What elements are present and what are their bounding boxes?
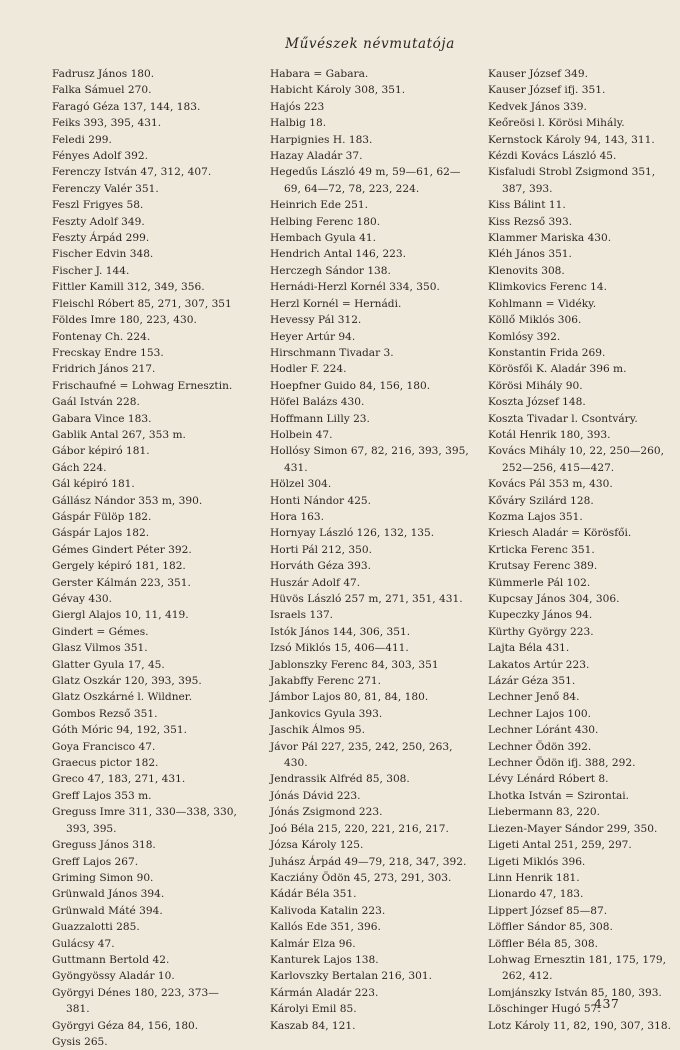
index-entry: Kacziány Ödön 45, 273, 291, 303. bbox=[270, 871, 452, 884]
index-entry: Hölzel 304. bbox=[270, 478, 332, 491]
index-entry: Gergely képiró 181, 182. bbox=[52, 560, 186, 573]
index-entry: Kármán Aladár 223. bbox=[270, 986, 379, 999]
index-entry: Frecskay Endre 153. bbox=[52, 346, 164, 359]
index-entry: Kallós Ede 351, 396. bbox=[270, 921, 381, 934]
index-entry: Kisfaludi Strobl Zsigmond 351, 387, 393. bbox=[488, 166, 656, 195]
index-entry: Lechner Ödön 392. bbox=[488, 740, 592, 753]
index-entry: Jávor Pál 227, 235, 242, 250, 263, 430. bbox=[270, 740, 453, 770]
index-entry: Istók János 144, 306, 351. bbox=[270, 625, 411, 638]
index-entry: Ligeti Antal 251, 259, 297. bbox=[488, 839, 632, 852]
index-entry: Löffler Béla 85, 308. bbox=[488, 937, 598, 950]
index-entry: Jaschik Álmos 95. bbox=[270, 724, 366, 737]
index-entry: Lhotka István = Szirontai. bbox=[488, 789, 630, 802]
index-entry: Lionardo 47, 183. bbox=[488, 888, 584, 901]
index-entry: Gál képiró 181. bbox=[52, 478, 135, 491]
index-entry: Gerster Kálmán 223, 351. bbox=[52, 576, 191, 589]
index-entry: Kovács Pál 353 m, 430. bbox=[488, 478, 613, 491]
index-entry: Keőreösi l. Körösi Mihály. bbox=[488, 117, 625, 130]
index-entry: Fadrusz János 180. bbox=[52, 68, 155, 80]
index-entry: Kőváry Szilárd 128. bbox=[488, 494, 594, 507]
index-entry: Kohlmann = Vidéky. bbox=[488, 297, 597, 310]
index-entry: Giergl Alajos 10, 11, 419. bbox=[52, 609, 189, 622]
index-entry: Gombos Rezső 351. bbox=[52, 707, 158, 720]
index-entry: Hora 163. bbox=[270, 510, 324, 523]
index-entry: Kádár Béla 351. bbox=[270, 888, 357, 901]
index-entry: Lomjánszky István 85, 180, 393. bbox=[488, 986, 662, 999]
index-entry: Hollósy Simon 67, 82, 216, 393, 395, 431. bbox=[270, 445, 469, 474]
index-entry: Gállász Nándor 353 m, 390. bbox=[52, 494, 203, 507]
index-entry: Hazay Aladár 37. bbox=[270, 150, 363, 163]
index-entry: Hoepfner Guido 84, 156, 180. bbox=[270, 379, 431, 392]
index-column-middle bbox=[270, 66, 470, 1034]
index-entry: Grünwald Máté 394. bbox=[52, 904, 163, 917]
page-number: 437 bbox=[594, 996, 620, 1011]
index-entry: Holbein 47. bbox=[270, 428, 333, 441]
index-entry: Köllő Miklós 306. bbox=[488, 314, 582, 327]
index-entry: Horváth Géza 393. bbox=[270, 560, 372, 573]
index-entry: Lechner Ödön ifj. 388, 292. bbox=[488, 757, 636, 770]
index-entry: Hodler F. 224. bbox=[270, 363, 347, 376]
index-entry: Karlovszky Bertalan 216, 301. bbox=[270, 970, 432, 983]
index-entry: Heyer Artúr 94. bbox=[270, 330, 356, 343]
index-entry: Lechner Lóránt 430. bbox=[488, 724, 599, 737]
index-entry: Körösi Mihály 90. bbox=[488, 379, 583, 392]
index-entry: Joó Béla 215, 220, 221, 216, 217. bbox=[270, 822, 449, 835]
index-entry: Kupcsay János 304, 306. bbox=[488, 593, 620, 605]
index-entry: Lechner Jenő 84. bbox=[488, 691, 580, 704]
index-entry: Kriesch Aladár = Körösfői. bbox=[488, 527, 632, 540]
index-entry: Klimkovics Ferenc 14. bbox=[488, 281, 607, 294]
index-entry: Hoffmann Lilly 23. bbox=[270, 412, 370, 425]
index-column-right bbox=[488, 66, 670, 1034]
index-entry: Gyöngyössy Aladár 10. bbox=[52, 970, 175, 983]
index-entry: Fényes Adolf 392. bbox=[52, 150, 148, 163]
index-entry: Guazzalotti 285. bbox=[52, 921, 140, 934]
index-column-left bbox=[52, 66, 238, 1050]
index-entry: Falka Sámuel 270. bbox=[52, 84, 152, 97]
index-entry: Gémes Gindert Péter 392. bbox=[52, 543, 192, 556]
index-entry: Kernstock Károly 94, 143, 311. bbox=[488, 133, 655, 146]
index-entry: Kiss Bálint 11. bbox=[488, 199, 566, 212]
index-entry: Gáspár Lajos 182. bbox=[52, 527, 150, 540]
index-entry: Höfel Balázs 430. bbox=[270, 396, 365, 409]
index-entry: Hajós 223 bbox=[270, 100, 325, 113]
index-entry: Feszty Árpád 299. bbox=[52, 232, 150, 245]
index-entry: Glatz Oszkárné l. Wildner. bbox=[52, 691, 193, 704]
index-entry: Kürthy György 223. bbox=[488, 625, 594, 638]
index-entry: Lakatos Artúr 223. bbox=[488, 658, 590, 671]
index-entry: Harpignies H. 183. bbox=[270, 133, 373, 146]
index-entry: Kiss Rezső 393. bbox=[488, 215, 573, 228]
index-entry: Körösfői K. Aladár 396 m. bbox=[488, 363, 627, 376]
index-entry: Greguss János 318. bbox=[52, 839, 156, 852]
index-entry: Lohwag Ernesztin 181, 175, 179, 262, 412. bbox=[488, 953, 667, 983]
index-entry: Földes Imre 180, 223, 430. bbox=[52, 314, 197, 327]
index-entry: Klenovits 308. bbox=[488, 264, 565, 277]
index-entry: Horti Pál 212, 350. bbox=[270, 543, 372, 556]
index-entry: Károlyi Emil 85. bbox=[270, 1003, 357, 1016]
index-entry: Fridrich János 217. bbox=[52, 363, 156, 376]
index-entry: Jónás Dávid 223. bbox=[270, 789, 361, 802]
index-entry: Krticka Ferenc 351. bbox=[488, 543, 595, 556]
index-entry: Koszta Tivadar l. Csontváry. bbox=[488, 412, 638, 425]
index-entry: Herzl Kornél = Hernádi. bbox=[270, 297, 402, 310]
page-header: Művészek névmutatója bbox=[285, 36, 455, 52]
index-entry: Graecus pictor 182. bbox=[52, 757, 159, 770]
index-entry: Honti Nándor 425. bbox=[270, 494, 372, 507]
index-entry: Hendrich Antal 146, 223. bbox=[270, 248, 407, 261]
index-entry: Kauser József ifj. 351. bbox=[488, 84, 606, 97]
index-entry: Kovács Mihály 10, 22, 250—260, 252—256, 415—427. bbox=[488, 445, 664, 474]
index-entry: Hegedűs László 49 m, 59—61, 62—69, 64—72, 78, 223, 224. bbox=[270, 166, 461, 195]
index-entry: Heinrich Ede 251. bbox=[270, 199, 369, 212]
index-entry: Jendrassik Alfréd 85, 308. bbox=[270, 773, 410, 786]
index-entry: Ferenczy István 47, 312, 407. bbox=[52, 166, 212, 179]
index-entry: Lévy Lénárd Róbert 8. bbox=[488, 773, 609, 786]
index-entry: Gách 224. bbox=[52, 461, 107, 474]
index-entry: Liebermann 83, 220. bbox=[488, 806, 600, 819]
index-entry: Góth Móric 94, 192, 351. bbox=[52, 724, 188, 737]
index-entry: Hembach Gyula 41. bbox=[270, 232, 376, 245]
index-entry: Juhász Árpád 49—79, 218, 347, 392. bbox=[270, 855, 467, 868]
index-entry: Györgyi Dénes 180, 223, 373—381. bbox=[52, 986, 219, 1016]
index-entry: Greguss Imre 311, 330—338, 330, 393, 395. bbox=[52, 806, 237, 835]
index-entry: Kupeczky János 94. bbox=[488, 609, 593, 622]
index-entry: Hüvös László 257 m, 271, 351, 431. bbox=[270, 593, 463, 605]
index-entry: Hirschmann Tivadar 3. bbox=[270, 346, 394, 359]
index-entry: Gindert = Gémes. bbox=[52, 625, 149, 638]
index-entry: Gáspár Fülöp 182. bbox=[52, 510, 152, 523]
index-entry: Kalivoda Katalin 223. bbox=[270, 904, 386, 917]
index-entry: Linn Henrik 181. bbox=[488, 871, 580, 884]
index-entry: Löffler Sándor 85, 308. bbox=[488, 921, 613, 934]
index-entry: Frischaufné = Lohwag Ernesztin. bbox=[52, 379, 233, 392]
index-entry: Lázár Géza 351. bbox=[488, 675, 576, 688]
index-entry: Huszár Adolf 47. bbox=[270, 576, 361, 589]
index-entry: Glatz Oszkár 120, 393, 395. bbox=[52, 675, 202, 688]
index-entry: Herczegh Sándor 138. bbox=[270, 264, 391, 277]
index-entry: Krutsay Ferenc 389. bbox=[488, 560, 598, 573]
index-entry: Feiks 393, 395, 431. bbox=[52, 117, 162, 130]
index-entry: Gévay 430. bbox=[52, 593, 112, 605]
index-entry: Gulácsy 47. bbox=[52, 937, 115, 950]
index-entry: Györgyi Géza 84, 156, 180. bbox=[52, 1019, 199, 1032]
index-entry: Kalmár Elza 96. bbox=[270, 937, 356, 950]
index-entry: Israels 137. bbox=[270, 609, 334, 622]
index-entry: Fontenay Ch. 224. bbox=[52, 330, 151, 343]
index-entry: Feledi 299. bbox=[52, 133, 112, 146]
index-entry: Liezen-Mayer Sándor 299, 350. bbox=[488, 822, 658, 835]
index-entry: Feszty Adolf 349. bbox=[52, 215, 145, 228]
index-entry: Fischer Edvin 348. bbox=[52, 248, 154, 261]
index-entry: Feszl Frigyes 58. bbox=[52, 199, 144, 212]
index-entry: Griming Simon 90. bbox=[52, 871, 154, 884]
index-entry: Jámbor Lajos 80, 81, 84, 180. bbox=[270, 691, 429, 704]
index-entry: Lippert József 85—87. bbox=[488, 904, 608, 917]
index-entry: Hevessy Pál 312. bbox=[270, 314, 362, 327]
index-entry: Habicht Károly 308, 351. bbox=[270, 84, 406, 97]
index-entry: Gaál István 228. bbox=[52, 396, 140, 409]
index-entry: Gabara Vince 183. bbox=[52, 412, 152, 425]
index-entry: Fischer J. 144. bbox=[52, 264, 130, 277]
index-entry: Józsa Károly 125. bbox=[270, 839, 364, 852]
index-entry: Kaszab 84, 121. bbox=[270, 1019, 356, 1032]
index-entry: Gysis 265. bbox=[52, 1035, 108, 1048]
index-entry: Ligeti Miklós 396. bbox=[488, 855, 586, 868]
index-entry: Faragó Géza 137, 144, 183. bbox=[52, 100, 201, 113]
index-entry: Lechner Lajos 100. bbox=[488, 707, 591, 720]
index-entry: Greff Lajos 267. bbox=[52, 855, 139, 868]
index-entry: Ferenczy Valér 351. bbox=[52, 182, 159, 195]
index-entry: Kedvek János 339. bbox=[488, 100, 587, 113]
index-entry: Fittler Kamill 312, 349, 356. bbox=[52, 281, 205, 294]
index-entry: Lajta Béla 431. bbox=[488, 642, 570, 655]
index-entry: Habara = Gabara. bbox=[270, 68, 369, 80]
index-entry: Kümmerle Pál 102. bbox=[488, 576, 591, 589]
index-entry: Jónás Zsigmond 223. bbox=[270, 806, 383, 819]
index-entry: Kotál Henrik 180, 393. bbox=[488, 428, 611, 441]
index-entry: Greco 47, 183, 271, 431. bbox=[52, 773, 186, 786]
index-entry: Konstantin Frida 269. bbox=[488, 346, 606, 359]
index-entry: Hernádi-Herzl Kornél 334, 350. bbox=[270, 281, 440, 294]
index-entry: Kézdi Kovács László 45. bbox=[488, 150, 617, 163]
index-entry: Kléh János 351. bbox=[488, 248, 572, 261]
index-entry: Glasz Vilmos 351. bbox=[52, 642, 148, 655]
index-entry: Lotz Károly 11, 82, 190, 307, 318. bbox=[488, 1019, 671, 1032]
index-entry: Halbig 18. bbox=[270, 117, 327, 130]
index-entry: Grünwald János 394. bbox=[52, 888, 165, 901]
index-entry: Izsó Miklós 15, 406—411. bbox=[270, 642, 409, 655]
index-entry: Fleischl Róbert 85, 271, 307, 351 bbox=[52, 297, 232, 310]
index-entry: Klammer Mariska 430. bbox=[488, 232, 612, 245]
index-entry: Kanturek Lajos 138. bbox=[270, 953, 379, 966]
index-entry: Jakabffy Ferenc 271. bbox=[270, 675, 382, 688]
index-entry: Löschinger Hugó 57. bbox=[488, 1003, 601, 1016]
index-entry: Gablik Antal 267, 353 m. bbox=[52, 428, 186, 441]
index-entry: Kozma Lajos 351. bbox=[488, 510, 583, 523]
index-entry: Gábor képiró 181. bbox=[52, 445, 150, 458]
index-entry: Glatter Gyula 17, 45. bbox=[52, 658, 165, 671]
index-entry: Jankovics Gyula 393. bbox=[270, 707, 383, 720]
index-entry: Koszta József 148. bbox=[488, 396, 586, 409]
index-entry: Helbing Ferenc 180. bbox=[270, 215, 381, 228]
index-entry: Jablonszky Ferenc 84, 303, 351 bbox=[270, 658, 439, 671]
index-entry: Hornyay László 126, 132, 135. bbox=[270, 527, 435, 540]
index-entry: Komlósy 392. bbox=[488, 330, 561, 343]
index-entry: Guttmann Bertold 42. bbox=[52, 953, 170, 966]
index-entry: Goya Francisco 47. bbox=[52, 740, 156, 753]
index-entry: Greff Lajos 353 m. bbox=[52, 789, 152, 802]
index-entry: Kauser József 349. bbox=[488, 68, 588, 80]
